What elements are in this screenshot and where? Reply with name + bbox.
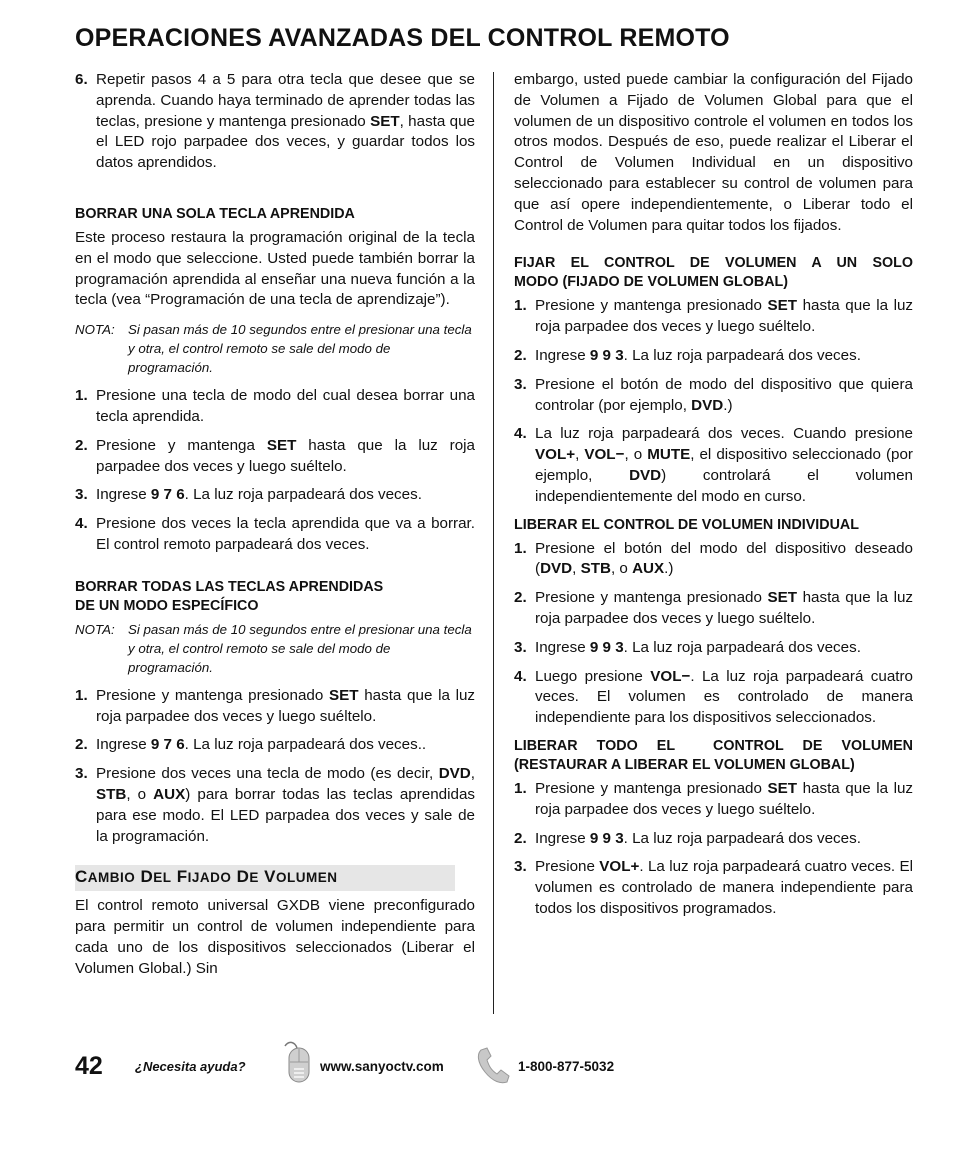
section-intro: El control remoto universal GXDB viene preconfigurado para permitir un control de volumen independiente para cada uno de los dispositivos seleccionados (Liberar el Volumen Global.) Sin: [75, 897, 475, 977]
continued-text: embargo, usted puede cambiar la configuración del Fijado de Volumen a Fijado de Volumen Global para que el volumen de un dispositivo controle el volumen en todos los otros modos. Después de eso, puede realizar el Liberar el Control de Volumen Individual en un dispositivo seleccionado para establecer su control de volumen para que así opere independientemente, o Liberar todo el Control de Volumen para quitar todos los fijados.: [514, 71, 913, 234]
step-number: 4.: [514, 667, 527, 685]
section-heading-borrar-todas: BORRAR TODAS LAS TECLAS APRENDIDAS DE UN MODO ESPECÍFICO: [75, 578, 384, 614]
section-heading-fijar-volumen: FIJAR EL CONTROL DE VOLUMEN A UN SOLO MODO (FIJADO DE VOLUMEN GLOBAL): [514, 255, 913, 291]
step-number: 2.: [514, 829, 527, 847]
steps-list-borrar-todas: [75, 686, 475, 848]
step-4: [514, 424, 913, 507]
step-1: [75, 386, 475, 428]
step-3: [75, 485, 475, 506]
mouse-icon: [283, 1040, 315, 1084]
step-2: [514, 588, 913, 630]
step-number: 3.: [75, 765, 88, 783]
footer: [75, 1038, 895, 1088]
step-3: [514, 638, 913, 659]
page-number: 42: [75, 1052, 103, 1080]
step-number: 2.: [514, 589, 527, 607]
step-2: [514, 346, 913, 367]
step-text: Presione y mantenga presionado SET hasta que la luz roja parpadee dos veces y luego suéltelo.: [535, 297, 913, 336]
step-text: Presione dos veces una tecla de modo (es decir, DVD, STB, o AUX) para borrar todas las teclas aprendidas para ese modo. El LED parpadea dos veces y sale de la programación.: [96, 765, 475, 845]
step-1: [75, 686, 475, 728]
step-text: Presione y mantenga presionado SET hasta que la luz roja parpadee dos veces y luego suéltelo.: [535, 779, 913, 818]
step-number: 1.: [514, 539, 527, 557]
step-text: Ingrese 9 7 6. La luz roja parpadeará dos veces.: [96, 486, 422, 504]
section-heading-cambio-fijado: CAMBIO DEL FIJADO DE VOLUMEN: [75, 865, 455, 891]
step-4: [75, 514, 475, 556]
section-heading-borrar-una: BORRAR UNA SOLA TECLA APRENDIDA: [75, 205, 355, 222]
help-text: ¿Necesita ayuda?: [135, 1059, 246, 1074]
step-text: Ingrese 9 9 3. La luz roja parpadeará dos veces.: [535, 638, 861, 656]
step-1: [514, 539, 913, 581]
step-2: [75, 735, 475, 756]
step-3: [514, 857, 913, 919]
step-4: [514, 667, 913, 729]
step-number: 1.: [75, 387, 88, 405]
step-number: 4.: [514, 425, 527, 443]
section-heading-liberar-individual: LIBERAR EL CONTROL DE VOLUMEN INDIVIDUAL: [514, 516, 859, 533]
step-number: 2.: [75, 736, 88, 754]
step-number: 3.: [514, 638, 527, 656]
note-text: Si pasan más de 10 segundos entre el presionar una tecla y otra, el control remoto se sale del modo de programación.: [128, 621, 472, 675]
step-text: Ingrese 9 7 6. La luz roja parpadeará dos veces..: [96, 736, 427, 754]
step-text: Ingrese 9 9 3. La luz roja parpadeará dos veces.: [535, 829, 861, 847]
step-text: Presione dos veces la tecla aprendida que va a borrar. El control remoto parpadeará dos veces.: [96, 515, 475, 553]
step-3: [75, 764, 475, 847]
website-link[interactable]: www.sanyoctv.com: [320, 1059, 444, 1074]
column-divider: [493, 72, 494, 1014]
steps-list-liberar-individual: [514, 539, 913, 729]
step-text: Ingrese 9 9 3. La luz roja parpadeará dos veces.: [535, 346, 861, 364]
step-text: Repetir pasos 4 a 5 para otra tecla que desee que se aprenda. Cuando haya terminado de aprender todas las teclas, presione y mantenga presionado SET, hasta que el LED rojo parpadee dos veces, y guardar todos los datos aprendidos.: [96, 71, 476, 172]
step-number: 1.: [514, 779, 527, 797]
step-2: [75, 436, 475, 478]
step-text: Presione VOL+. La luz roja parpadeará cuatro veces. El volumen es controlado de manera independiente para todos los dispositivos programados.: [535, 858, 913, 917]
step-number: 3.: [75, 486, 88, 504]
note-label: NOTA:: [75, 621, 115, 637]
phone-icon: [475, 1046, 515, 1086]
page-title: OPERACIONES AVANZADAS DEL CONTROL REMOTO: [75, 24, 730, 52]
right-column: [514, 70, 913, 928]
step-2: [514, 829, 913, 850]
step-text: Presione y mantenga SET hasta que la luz roja parpadee dos veces y luego suéltelo.: [96, 436, 475, 475]
steps-list-borrar-una: [75, 386, 475, 556]
steps-list-liberar-todo: [514, 779, 913, 920]
section-heading-liberar-todo: LIBERAR TODO EL CONTROL DE VOLUMEN (RESTAURAR A LIBERAR EL VOLUMEN GLOBAL): [514, 737, 913, 773]
step-text: Presione el botón del modo del dispositivo deseado (DVD, STB, o AUX.): [535, 539, 913, 578]
note: [75, 620, 475, 677]
step-1: [514, 779, 913, 821]
step-text: Presione el botón de modo del dispositivo que quiera controlar (por ejemplo, DVD.): [535, 375, 913, 414]
step-number: 1.: [75, 686, 88, 704]
note-label: NOTA:: [75, 322, 115, 338]
step-1: [514, 296, 913, 338]
step-number: 2.: [75, 436, 88, 454]
step-3: [514, 375, 913, 417]
step-number: 3.: [514, 375, 527, 393]
step-number: 4.: [75, 515, 88, 533]
step-text: Presione y mantenga presionado SET hasta que la luz roja parpadee dos veces y luego suéltelo.: [96, 686, 475, 725]
note: [75, 320, 475, 377]
step-number: 2.: [514, 346, 527, 364]
step-6: [75, 70, 475, 174]
step-number: 6.: [75, 71, 88, 88]
step-text: Presione una tecla de modo del cual desea borrar una tecla aprendida.: [96, 387, 475, 425]
phone-number: 1-800-877-5032: [518, 1059, 615, 1074]
note-text: Si pasan más de 10 segundos entre el presionar una tecla y otra, el control remoto se sale del modo de programación.: [128, 322, 472, 376]
step-number: 1.: [514, 297, 527, 315]
step-text: Luego presione VOL−. La luz roja parpadeará cuatro veces. El volumen es controlado de manera independiente para los dispositivos seleccionados.: [535, 667, 913, 727]
section-intro: Este proceso restaura la programación original de la tecla en el modo que seleccione. Usted puede también borrar la programación aprendida al enseñar una nueva función a la tecla (vea “Programación de una tecla de aprendizaje”).: [75, 228, 475, 309]
steps-list-fijar-volumen: [514, 296, 913, 507]
step-text: La luz roja parpadeará dos veces. Cuando presione VOL+, VOL−, o MUTE, el dispositivo seleccionado (por ejemplo, DVD) controlará el volumen independientemente del modo en curso.: [535, 425, 913, 505]
step-text: Presione y mantenga presionado SET hasta que la luz roja parpadee dos veces y luego suéltelo.: [535, 589, 913, 627]
left-column: [75, 70, 475, 979]
step-number: 3.: [514, 858, 527, 876]
